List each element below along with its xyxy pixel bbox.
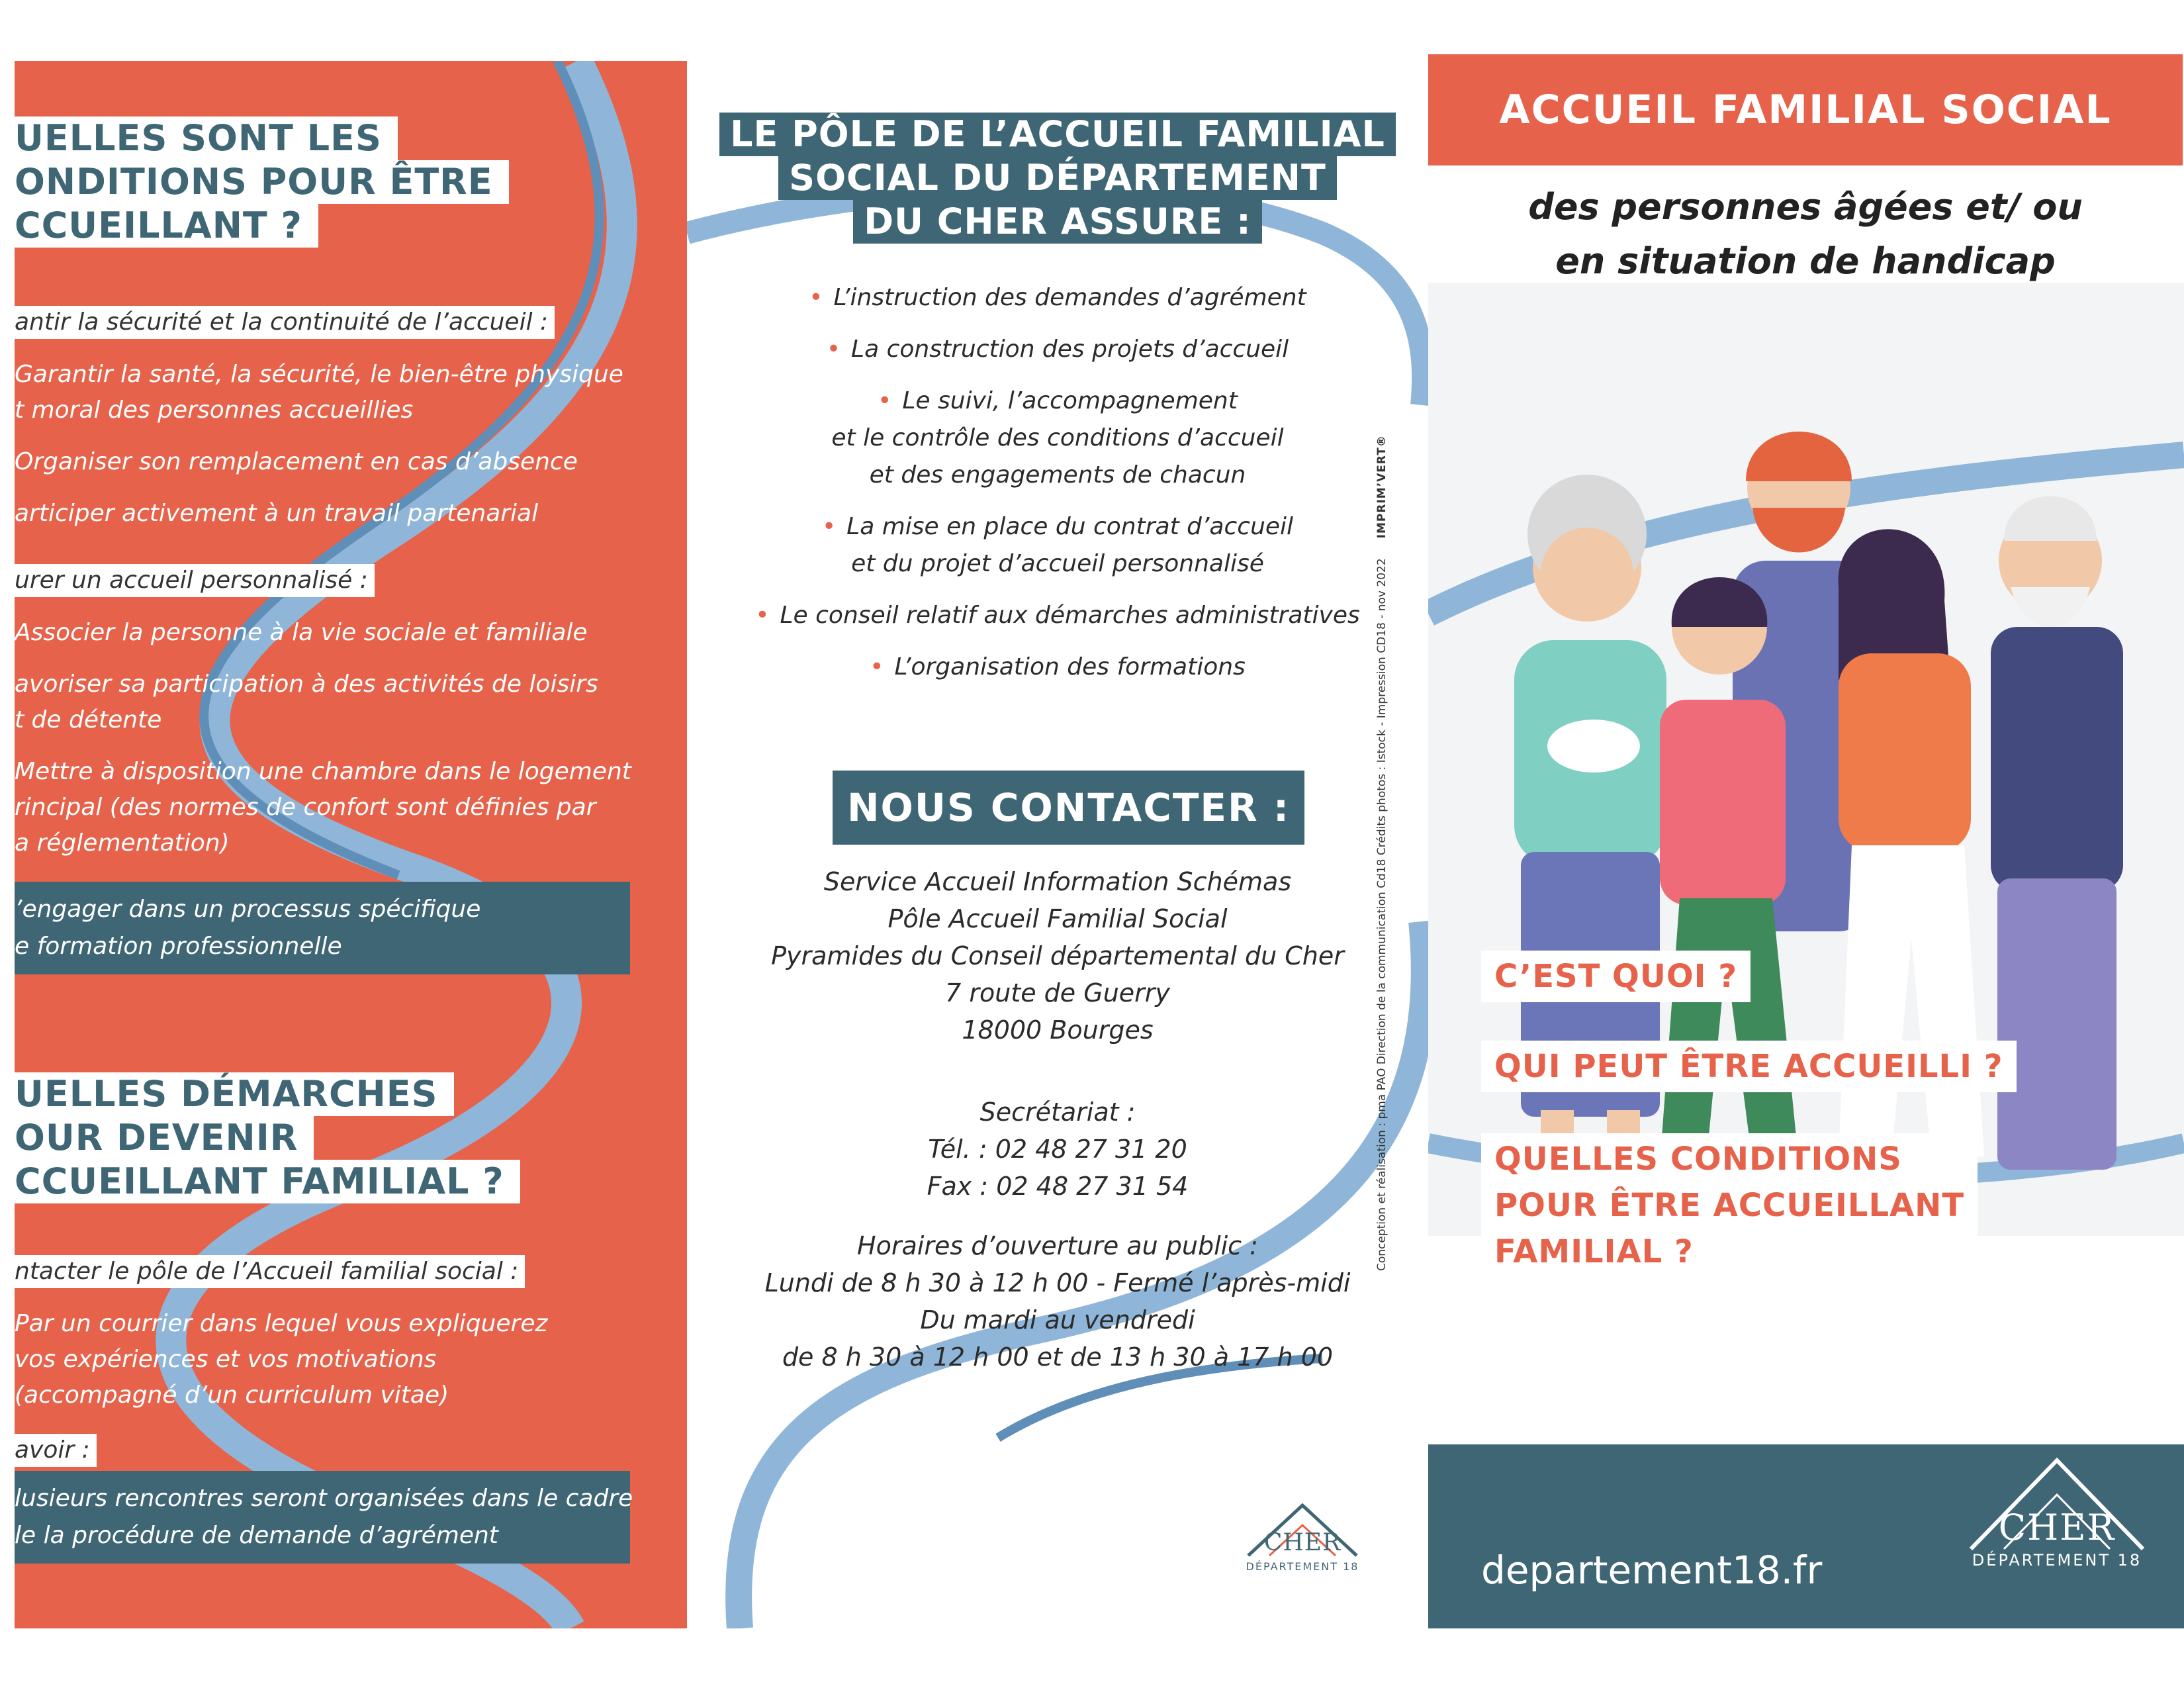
band-line: le la procédure de demande d’agrément — [15, 1522, 498, 1549]
hours-line: Du mardi au vendredi — [920, 1305, 1195, 1335]
question-line: FAMILIAL ? — [1494, 1233, 1694, 1270]
hours-label: Horaires d’ouverture au public : — [857, 1231, 1258, 1260]
contact-title: NOUS CONTACTER : — [833, 771, 1304, 845]
address-line: Pyramides du Conseil départemental du Cher — [771, 941, 1344, 970]
logo-word: CHER — [1998, 1507, 2116, 1548]
list-item: articiper activement à un travail partenarial — [15, 500, 539, 527]
mission-item: • La mise en place du contrat d’accueil et du projet d’accueil personnalisé — [821, 513, 1294, 577]
address-line: 18000 Bourges — [962, 1015, 1154, 1045]
list-item: t de détente — [15, 706, 162, 733]
missions-list — [687, 279, 1428, 700]
logo-subtext: DÉPARTEMENT 18 — [1972, 1551, 2142, 1570]
logo-subtext: DÉPARTEMENT 18 — [1246, 1560, 1359, 1573]
mission-item: • Le suivi, l’accompagnement et le contrôle des conditions d’accueil et des engagements de chacun — [831, 387, 1284, 489]
address-line: Pôle Accueil Familial Social — [887, 904, 1228, 933]
family-illustration-graphic — [1428, 283, 2184, 1236]
family-illustration — [1428, 283, 2184, 1236]
panel-cover — [1428, 54, 2184, 1628]
list-item: vos expériences et vos motivations — [15, 1346, 437, 1373]
list-item: Mettre à disposition une chambre dans le logement — [15, 758, 631, 785]
website-link[interactable]: departement18.fr — [1481, 1548, 1823, 1593]
list-item: (accompagné d’un curriculum vitae) — [15, 1382, 449, 1409]
section-subheading: avoir : — [15, 1434, 97, 1467]
question-who: QUI PEUT ÊTRE ACCUEILLI ? — [1481, 1041, 2017, 1092]
highlight-band — [15, 882, 630, 974]
list-item: Par un courrier dans lequel vous expliquerez — [15, 1310, 548, 1337]
cover-footer — [1428, 1444, 2184, 1628]
missions-title-line: LE PÔLE DE L’ACCUEIL FAMILIAL — [719, 113, 1396, 156]
conditions-heading-line: CCUEILLANT ? — [15, 204, 318, 248]
hours-line: de 8 h 30 à 12 h 00 et de 13 h 30 à 17 h 00 — [782, 1342, 1334, 1372]
question-line: QUELLES CONDITIONS — [1494, 1141, 1902, 1178]
highlight-band — [15, 1471, 633, 1564]
secretariat-label: Secrétariat : — [979, 1098, 1136, 1127]
list-item: Garantir la santé, la sécurité, le bien-être physique — [15, 361, 623, 388]
list-item: a réglementation) — [15, 829, 230, 857]
opening-hours — [687, 1227, 1428, 1376]
list-item: avoriser sa participation à des activités de loisirs — [15, 671, 598, 698]
conditions-heading-line: ONDITIONS POUR ÊTRE — [15, 160, 509, 204]
band-line: e formation professionnelle — [15, 933, 342, 960]
list-item: Associer la personne à la vie sociale et familiale — [15, 619, 588, 646]
section-subheading: urer un accueil personnalisé : — [15, 564, 375, 597]
hours-line: Lundi de 8 h 30 à 12 h 00 - Fermé l’après-midi — [764, 1268, 1351, 1297]
panel-conditions — [15, 61, 687, 1628]
subtitle-line: des personnes âgées et/ ou — [1528, 186, 2083, 228]
conditions-heading-line: UELLES SONT LES — [15, 117, 398, 160]
subtitle-line: en situation de handicap — [1555, 240, 2056, 282]
address-line: Service Accueil Information Schémas — [823, 867, 1292, 896]
imprim-vert-label: IMPRIM’VERT® — [1375, 435, 1388, 539]
cover-title: ACCUEIL FAMILIAL SOCIAL — [1428, 54, 2183, 165]
contact-address — [687, 863, 1428, 1049]
print-credit — [1375, 435, 1388, 1271]
missions-title-line: DU CHER ASSURE : — [853, 200, 1261, 244]
steps-heading-line: CCUEILLANT FAMILIAL ? — [15, 1160, 520, 1203]
credit-text: Conception et réalisation : pma PAO Direction de la communication Cd18 Crédits photos : Istock - Impression CD18 - nov 2022 — [1375, 558, 1388, 1271]
phone-number: Tél. : 02 48 27 31 20 — [928, 1135, 1187, 1164]
mission-item: • La construction des projets d’accueil — [826, 336, 1289, 363]
section-subheading: antir la sécurité et la continuité de l’accueil : — [15, 306, 555, 339]
mission-item: • L’organisation des formations — [870, 653, 1246, 680]
contact-phone — [687, 1094, 1428, 1205]
steps-heading-line: UELLES DÉMARCHES — [15, 1072, 454, 1116]
steps-heading-line: OUR DEVENIR — [15, 1116, 314, 1160]
list-item: Organiser son remplacement en cas d’absence — [15, 448, 578, 475]
list-item: t moral des personnes accueillies — [15, 397, 414, 424]
band-line: ’engager dans un processus spécifique — [15, 896, 481, 923]
cover-subtitle — [1428, 180, 2183, 289]
mission-item: • L’instruction des demandes d’agrément — [809, 284, 1306, 311]
fax-number: Fax : 02 48 27 31 54 — [927, 1172, 1189, 1201]
mission-item: • Le conseil relatif aux démarches administratives — [755, 602, 1360, 629]
question-conditions — [1481, 1133, 1978, 1278]
question-what: C’EST QUOI ? — [1481, 951, 1751, 1002]
missions-title-line: SOCIAL DU DÉPARTEMENT — [778, 156, 1337, 200]
question-line: POUR ÊTRE ACCUEILLANT — [1494, 1187, 1965, 1224]
list-item: rincipal (des normes de confort sont définies par — [15, 794, 596, 821]
section-subheading: ntacter le pôle de l’Accueil familial social : — [15, 1255, 525, 1288]
address-line: 7 route de Guerry — [945, 978, 1170, 1008]
logo-word: CHER — [1263, 1529, 1342, 1556]
band-line: lusieurs rencontres seront organisées dans le cadre — [15, 1485, 633, 1512]
cher-logo-small — [1243, 1497, 1362, 1603]
cher-logo — [1958, 1451, 2156, 1570]
panel-missions-contact — [687, 61, 1428, 1628]
